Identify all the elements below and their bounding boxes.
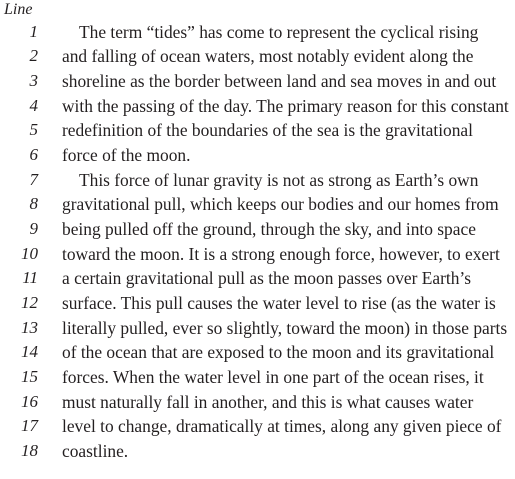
line-number: 7 — [29, 170, 38, 189]
passage-line — [0, 168, 515, 192]
line-number: 14 — [21, 342, 38, 361]
line-text: forces. When the water level in one part of the ocean rises, it — [62, 367, 484, 387]
line-text: surface. This pull causes the water level to rise (as the water is — [62, 293, 496, 313]
line-text: must naturally fall in another, and this is what causes water — [62, 392, 474, 412]
line-number: 16 — [21, 392, 38, 411]
line-text: of the ocean that are exposed to the moon and its gravitational — [62, 342, 495, 362]
line-number: 11 — [22, 268, 38, 287]
line-text: literally pulled, ever so slightly, toward the moon) in those parts — [62, 318, 508, 338]
line-text: being pulled off the ground, through the sky, and into space — [62, 219, 476, 239]
line-text: toward the moon. It is a strong enough force, however, to exert — [62, 244, 500, 264]
line-text: force of the moon. — [62, 145, 191, 165]
passage-line — [0, 69, 515, 93]
passage-line — [0, 118, 515, 142]
line-text: a certain gravitational pull as the moon passes over Earth’s — [62, 268, 472, 288]
line-number: 12 — [21, 293, 38, 312]
line-text: level to change, dramatically at times, along any given piece of — [62, 416, 502, 436]
passage-line — [0, 291, 515, 315]
passage-line — [0, 143, 515, 167]
line-text: with the passing of the day. The primary reason for this constant — [62, 96, 509, 116]
passage-line — [0, 414, 515, 438]
line-number: 17 — [21, 416, 38, 435]
passage-line — [0, 390, 515, 414]
line-number: 8 — [29, 194, 38, 213]
passage-line — [0, 94, 515, 118]
line-number: 2 — [29, 46, 38, 65]
line-number: 6 — [29, 145, 38, 164]
line-number: 5 — [29, 120, 38, 139]
passage-line — [0, 439, 515, 463]
line-number: 9 — [29, 219, 38, 238]
line-text: shoreline as the border between land and sea moves in and out — [62, 71, 497, 91]
line-text: and falling of ocean waters, most notably evident along the — [62, 46, 474, 66]
passage-line — [0, 44, 515, 68]
line-number: 4 — [29, 96, 38, 115]
passage-line — [0, 365, 515, 389]
line-number: 3 — [29, 71, 38, 90]
line-number: 13 — [21, 318, 38, 337]
passage-line — [0, 20, 515, 44]
line-text: The term “tides” has come to represent the cyclical rising — [79, 22, 479, 42]
line-header: Line — [4, 1, 33, 18]
line-number: 10 — [21, 244, 38, 263]
passage-line — [0, 217, 515, 241]
line-text: coastline. — [62, 441, 129, 461]
line-number: 1 — [29, 22, 38, 41]
line-text: This force of lunar gravity is not as strong as Earth’s own — [79, 170, 479, 190]
passage-line — [0, 316, 515, 340]
passage-line — [0, 192, 515, 216]
line-text: redefinition of the boundaries of the sea is the gravitational — [62, 120, 473, 140]
line-number: 18 — [21, 441, 38, 460]
passage-line — [0, 340, 515, 364]
passage-line — [0, 266, 515, 290]
passage-line — [0, 242, 515, 266]
line-text: gravitational pull, which keeps our bodies and our homes from — [62, 194, 499, 214]
line-number: 15 — [21, 367, 38, 386]
